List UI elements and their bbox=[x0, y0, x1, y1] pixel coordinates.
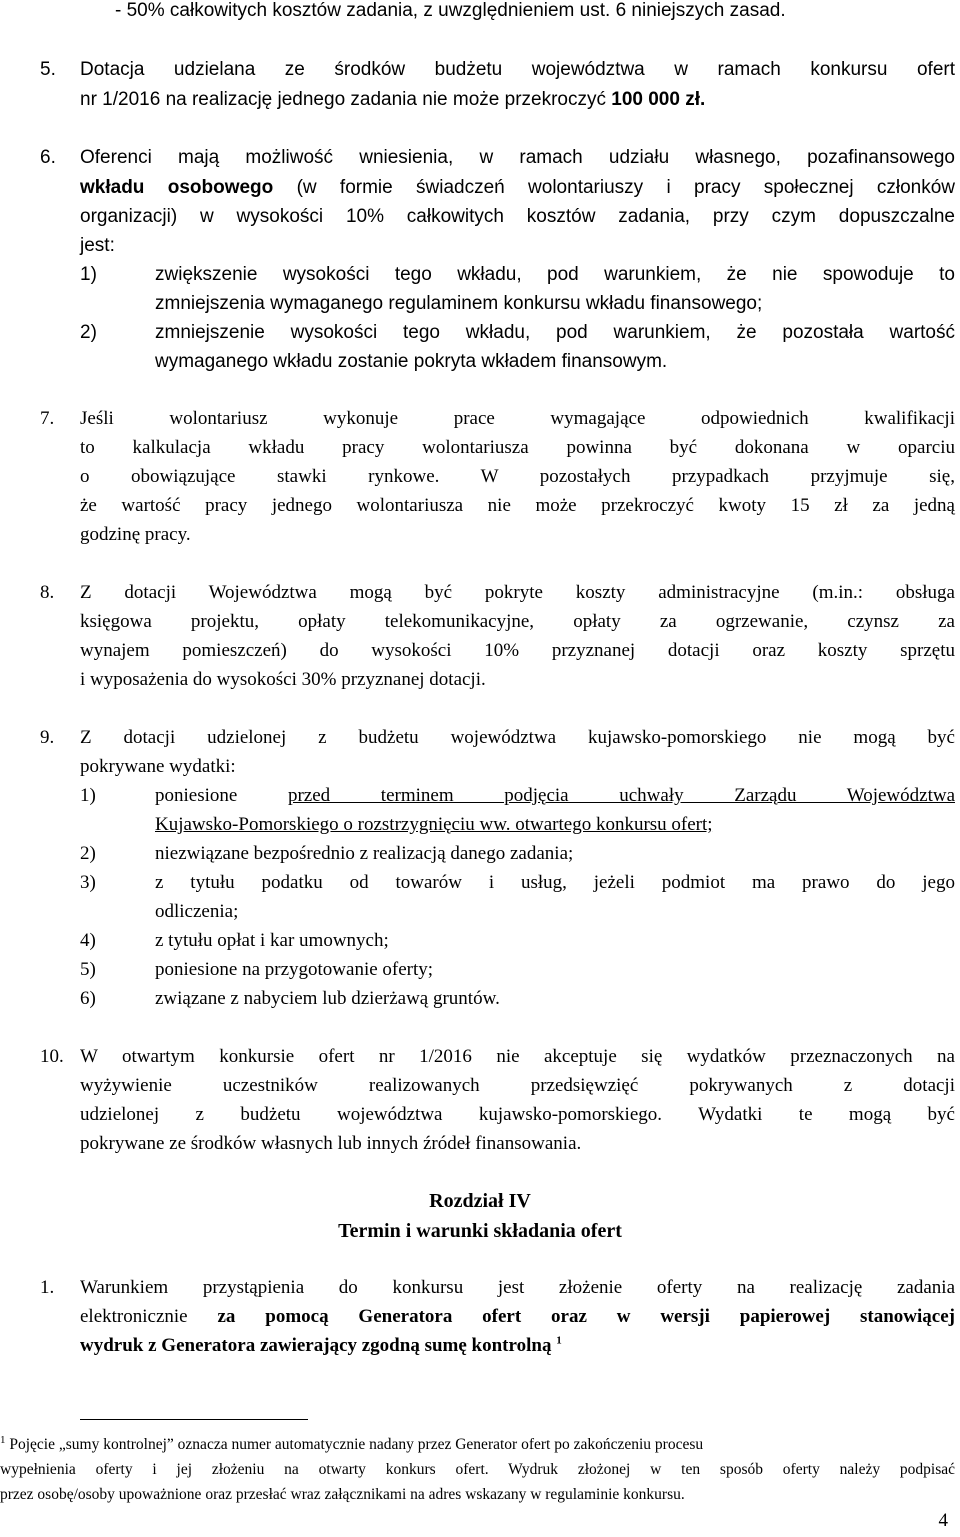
p9-item-1-text: poniesione bbox=[155, 785, 288, 806]
p8-line-3: wynajem pomieszczeń) do wysokości 10% przyznanej dotacji oraz koszty sprzętu bbox=[80, 640, 955, 661]
p7-line-2: to kalkulacja wkładu pracy wolontariusza powinna być dokonana w oparciu bbox=[80, 437, 955, 458]
p9-item-3-line-2: odliczenia; bbox=[155, 901, 239, 922]
footnote-ref[interactable]: 1 bbox=[556, 1334, 562, 1347]
p6-line-4: jest: bbox=[80, 235, 115, 256]
p8-line-1: Z dotacji Województwa mogą być pokryte koszty administracyjne (m.in.: obsługa bbox=[80, 582, 955, 603]
p9-line-1: Z dotacji udzielonej z budżetu województwa kujawsko-pomorskiego nie mogą być bbox=[80, 727, 955, 748]
p9-item-2-number: 2) bbox=[80, 843, 96, 864]
p6-item-1-line-2: zmniejszenia wymaganego regulaminem konkursu wkładu finansowego; bbox=[155, 293, 763, 314]
footnote-separator bbox=[80, 1419, 308, 1420]
p6-line-2-text: (w formie świadczeń wolontariuszy i pracy społecznej członków bbox=[273, 177, 955, 198]
p5-number: 5. bbox=[40, 59, 56, 80]
p10-line-2: wyżywienie uczestników realizowanych przedsięwzięć pokrywanych z dotacji bbox=[80, 1075, 955, 1096]
c1-line-1: Warunkiem przystąpienia do konkursu jest złożenie oferty na realizację zadania bbox=[80, 1277, 955, 1298]
p5-amount: 100 000 zł. bbox=[611, 89, 706, 110]
p9-item-3-line-1: z tytułu podatku od towarów i usług, jeżeli podmiot ma prawo do jego bbox=[155, 872, 955, 893]
p9-item-1-line-2: Kujawsko-Pomorskiego o rozstrzygnięciu ww. otwartego konkursu ofert; bbox=[155, 814, 713, 835]
c1-line-2-bold: za pomocą Generatora ofert oraz w wersji papierowej stanowiącej bbox=[217, 1306, 956, 1327]
intro-line: - 50% całkowitych kosztów zadania, z uwzględnieniem ust. 6 niniejszych zasad. bbox=[115, 0, 786, 21]
chapter-title: Rozdział IV bbox=[429, 1190, 531, 1212]
p9-item-3-number: 3) bbox=[80, 872, 96, 893]
p6-line-2 bbox=[80, 177, 955, 199]
c1-number: 1. bbox=[40, 1277, 55, 1298]
chapter-subtitle: Termin i warunki składania ofert bbox=[338, 1220, 622, 1242]
p8-line-4: i wyposażenia do wysokości 30% przyznanej dotacji. bbox=[80, 669, 486, 690]
p6-item-1-line-1: zwiększenie wysokości tego wkładu, pod warunkiem, że nie spowoduje to bbox=[155, 264, 955, 285]
p8-line-2: księgowa projektu, opłaty telekomunikacyjne, opłaty za ogrzewanie, czynsz za bbox=[80, 611, 955, 632]
p7-line-5: godzinę pracy. bbox=[80, 524, 191, 545]
page-number: 4 bbox=[938, 1510, 948, 1531]
p9-item-2-line-1: niezwiązane bezpośrednio z realizacją danego zadania; bbox=[155, 843, 574, 864]
p7-line-4: że wartość pracy jednego wolontariusza nie może przekroczyć kwoty 15 zł za jedną bbox=[80, 495, 955, 516]
p9-number: 9. bbox=[40, 727, 55, 748]
p9-line-2: pokrywane wydatki: bbox=[80, 756, 236, 777]
p6-number: 6. bbox=[40, 147, 56, 168]
p6-item-2-line-2: wymaganego wkładu zostanie pokryta wkładem finansowym. bbox=[155, 351, 668, 372]
p5-line-2-text: nr 1/2016 na realizację jednego zadania nie może przekroczyć bbox=[80, 89, 612, 110]
c1-line-2-text: elektronicznie bbox=[80, 1306, 218, 1327]
p9-item-5-line-1: poniesione na przygotowanie oferty; bbox=[155, 959, 434, 980]
p10-line-1: W otwartym konkursie ofert nr 1/2016 nie akceptuje się wydatków przeznaczonych na bbox=[80, 1046, 955, 1067]
p9-item-1-underlined: przed terminem podjęcia uchwały Zarządu Województwa bbox=[287, 785, 955, 806]
footnote-text-1: Pojęcie „sumy kontrolnej” oznacza numer automatycznie nadany przez Generator ofert po zakończeniu procesu bbox=[9, 1436, 704, 1453]
p7-number: 7. bbox=[40, 408, 55, 429]
c1-line-3 bbox=[80, 1335, 562, 1357]
p10-line-3: udzielonej z budżetu województwa kujawsko-pomorskiego. Wydatki te mogą być bbox=[80, 1104, 955, 1125]
p6-emphasis: wkładu osobowego bbox=[80, 177, 274, 198]
footnote-line-1 bbox=[0, 1433, 955, 1454]
p5-line-1: Dotacja udzielana ze środków budżetu województwa w ramach konkursu ofert bbox=[80, 59, 955, 80]
p9-item-1-number: 1) bbox=[80, 785, 96, 806]
p5-line-2 bbox=[80, 89, 705, 111]
p9-item-1-line-1 bbox=[155, 785, 955, 807]
p7-line-3: o obowiązujące stawki rynkowe. W pozostałych przypadkach przyjmuje się, bbox=[80, 466, 955, 487]
p6-item-2-line-1: zmniejszenie wysokości tego wkładu, pod warunkiem, że pozostała wartość bbox=[155, 322, 955, 343]
p9-item-4-number: 4) bbox=[80, 930, 96, 951]
p8-number: 8. bbox=[40, 582, 55, 603]
p9-item-6-line-1: związane z nabyciem lub dzierżawą gruntów. bbox=[155, 988, 500, 1009]
p6-item-1-number: 1) bbox=[80, 264, 97, 285]
p7-line-1: Jeśli wolontariusz wykonuje prace wymagające odpowiednich kwalifikacji bbox=[80, 408, 955, 429]
footnote-line-3: przez osobę/osoby upoważnione oraz przesłać wraz załącznikami na adres wskazany w regulaminie konkursu. bbox=[0, 1486, 685, 1503]
p10-line-4: pokrywane ze środków własnych lub innych źródeł finansowania. bbox=[80, 1133, 582, 1154]
footnote-line-2: wypełnienia oferty i jej złożeniu na otwarty konkurs ofert. Wydruk złożonej w ten sposób oferty należy podpisać bbox=[0, 1461, 955, 1478]
c1-line-3-text: wydruk z Generatora zawierający zgodną sumę kontrolną bbox=[80, 1335, 552, 1356]
p6-line-3: organizacji) w wysokości 10% całkowitych kosztów zadania, przy czym dopuszczalne bbox=[80, 206, 955, 227]
p6-line-1: Oferenci mają możliwość wniesienia, w ramach udziału własnego, pozafinansowego bbox=[80, 147, 955, 168]
c1-line-2 bbox=[80, 1306, 955, 1328]
p9-item-6-number: 6) bbox=[80, 988, 96, 1009]
p9-item-4-line-1: z tytułu opłat i kar umownych; bbox=[155, 930, 389, 951]
p9-item-5-number: 5) bbox=[80, 959, 96, 980]
footnote-mark: 1 bbox=[0, 1433, 6, 1446]
p10-number: 10. bbox=[40, 1046, 64, 1067]
p6-item-2-number: 2) bbox=[80, 322, 97, 343]
